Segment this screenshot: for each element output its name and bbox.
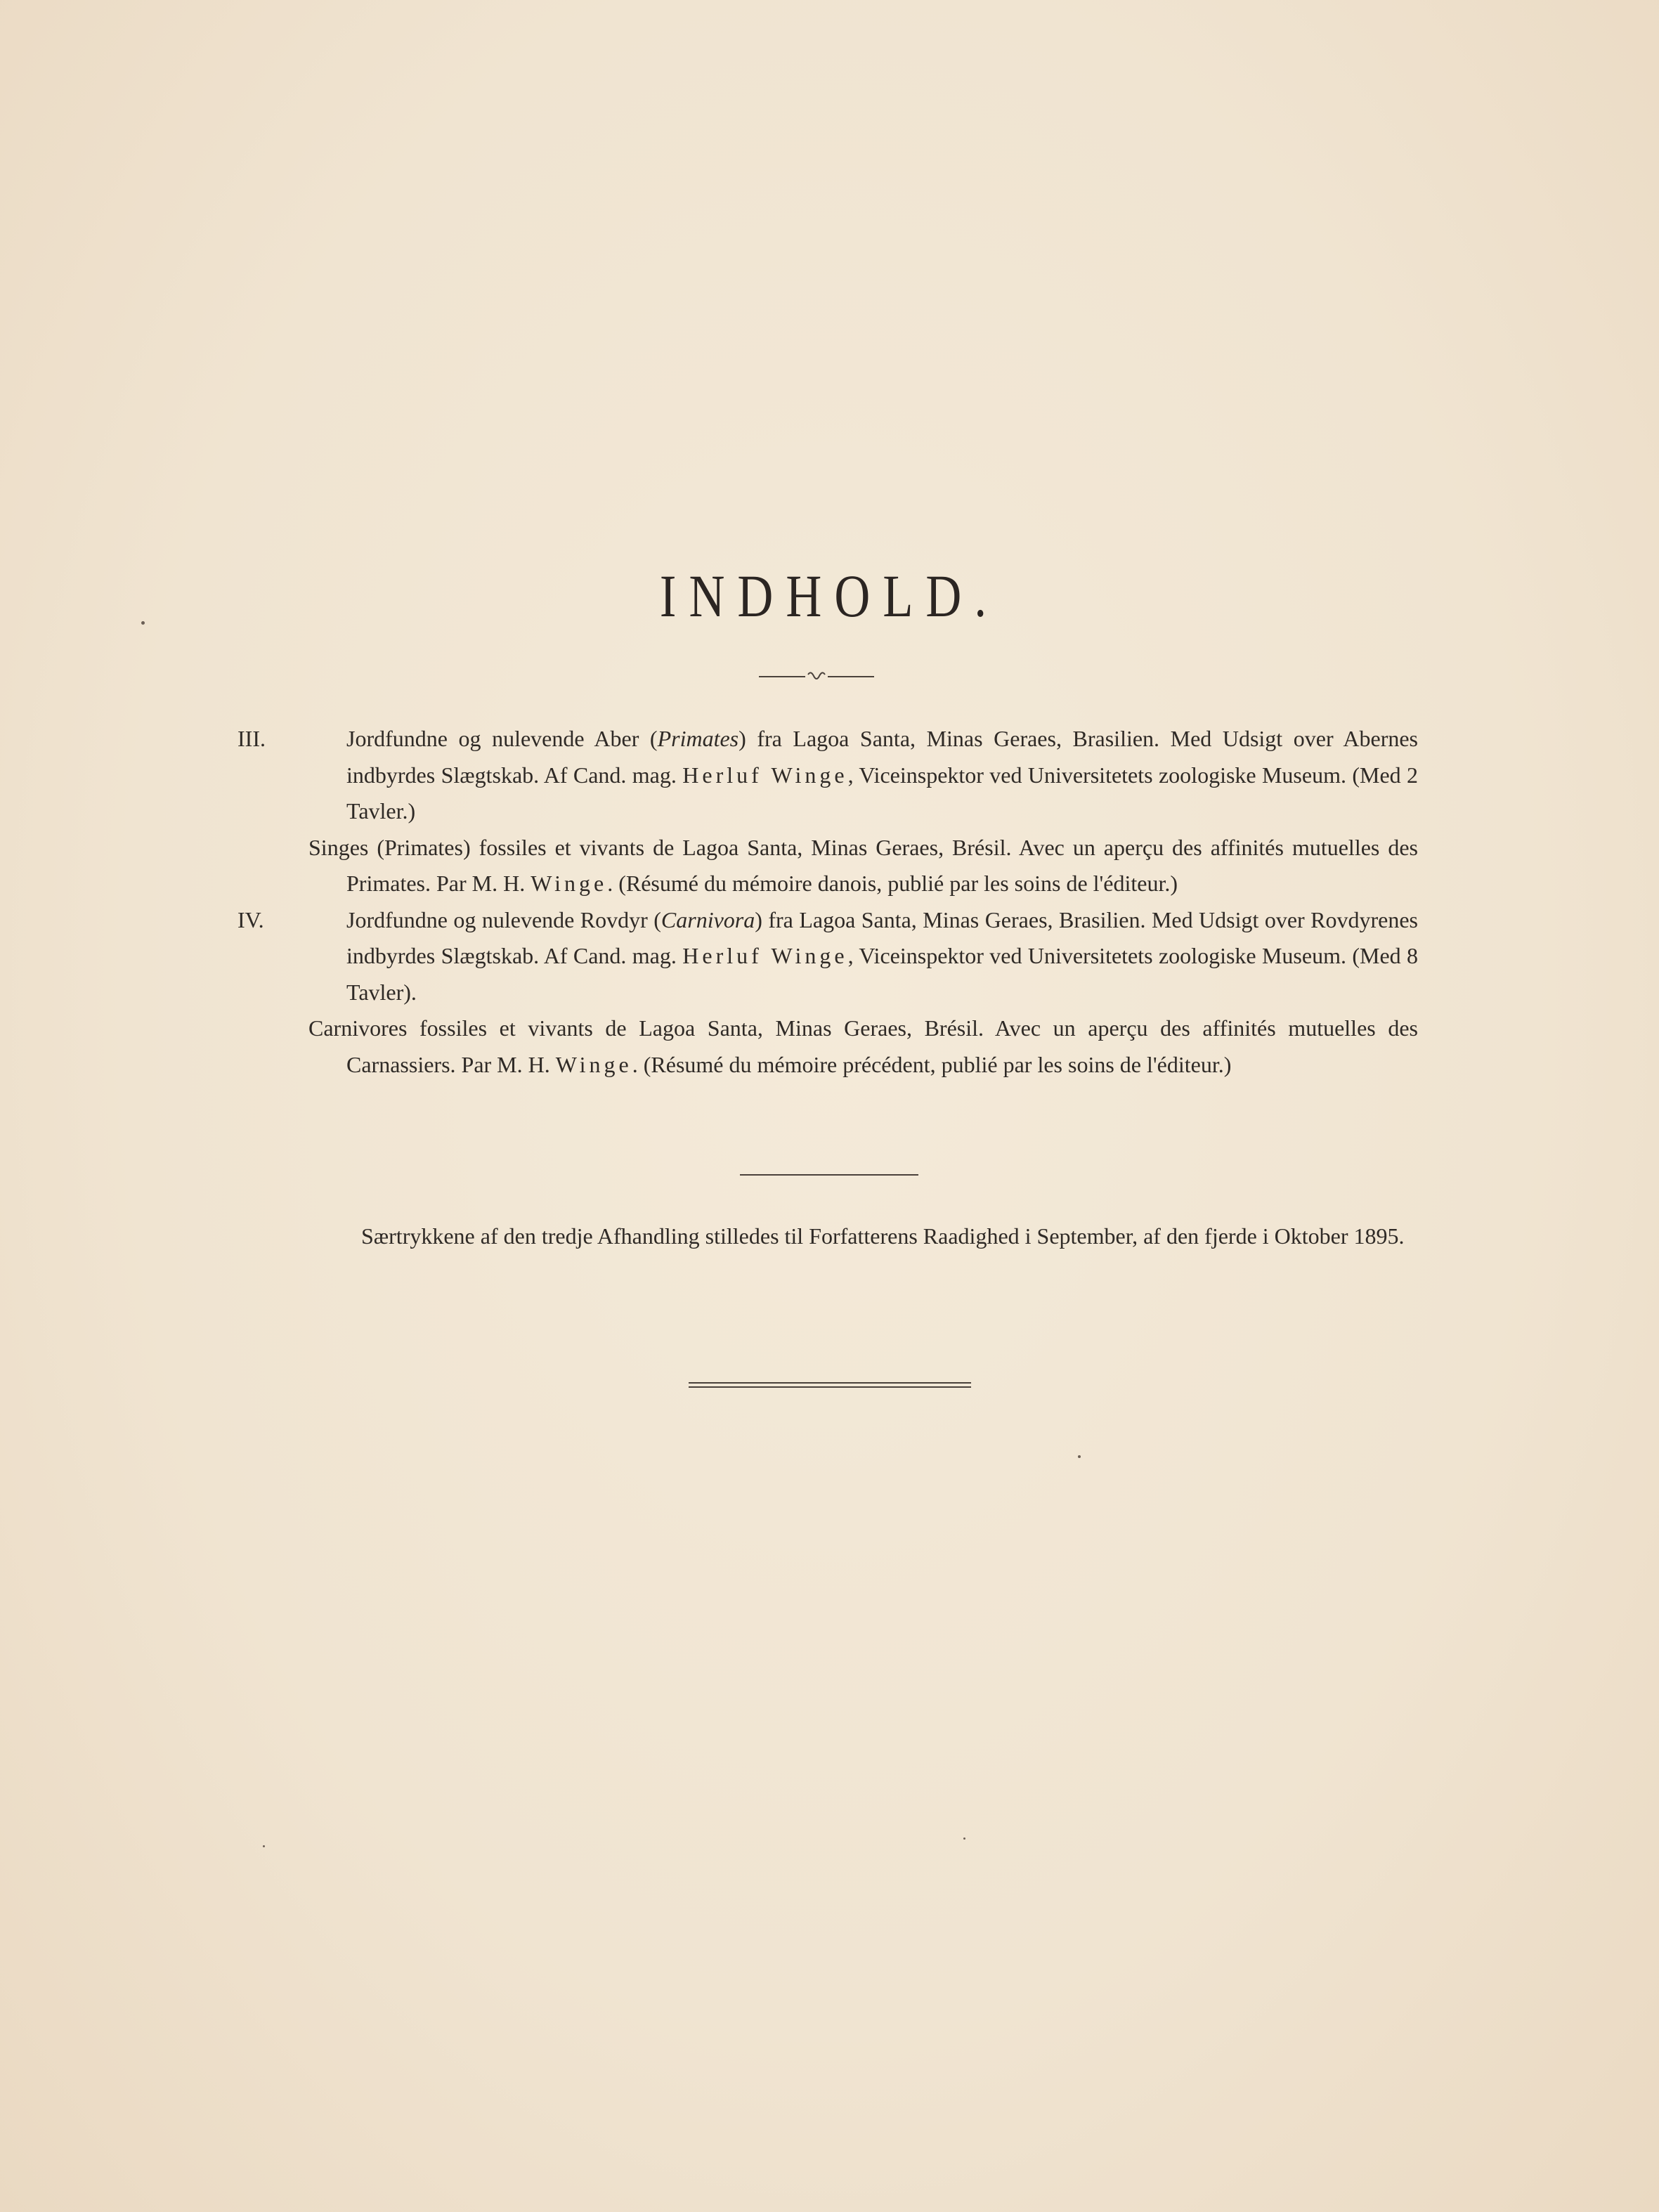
entry-text: Carnivores fossiles et vivants de Lagoa Santa, Minas Geraes, Brésil. Avec un aperçu des affinités mutuelles des Carnassiers. Par M. H.: [308, 1015, 1418, 1077]
contents-list: [238, 721, 1418, 1083]
entry-italic-term: Primates: [657, 726, 739, 751]
contents-entry-iii: [238, 721, 1418, 902]
entry-text: Jordfundne og nulevende Aber (: [346, 726, 658, 751]
entry-text: . (Résumé du mémoire précédent, publié par les soins de l'éditeur.): [632, 1051, 1232, 1077]
entry-number: IV.: [238, 906, 264, 932]
entry-text: , Viceinspektor ved Universitetets zoologiske Museum. (Med 2 Tavler.): [346, 762, 1419, 824]
paper-speck: [141, 621, 145, 625]
entry-text: Jordfundne og nulevende Rovdyr (: [346, 906, 661, 932]
entry-author: Herluf Winge: [682, 943, 848, 968]
contents-entry-iv: [238, 902, 1418, 1084]
title-ornament: [759, 666, 874, 687]
section-divider: [740, 1174, 918, 1176]
paper-speck: [1078, 1455, 1081, 1458]
entry-author: Herluf Winge: [682, 762, 848, 788]
entry-text: ) fra Lagoa Santa, Minas Geraes, Brasilien. Med Udsigt over Rovdyrenes indbyrdes Slægtskab. Af Cand. mag.: [346, 906, 1418, 968]
offprint-note: Særtrykkene af den tredje Afhandling stilledes til Forfatterens Raadighed i September, af den fjerde i Oktober 1895.: [361, 1223, 1405, 1249]
end-double-rule: [689, 1382, 971, 1388]
entry-french-title: [308, 830, 1418, 902]
entry-number: III.: [238, 726, 266, 751]
page-title: INDHOLD.: [659, 562, 1000, 630]
entry-danish-title: [346, 721, 1418, 830]
entry-author: Winge: [531, 871, 608, 896]
entry-author: Winge: [555, 1051, 632, 1077]
entry-text: , Viceinspektor ved Universitetets zoologiske Museum. (Med 8 Tavler).: [346, 943, 1419, 1005]
entry-french-title: [308, 1010, 1418, 1083]
entry-italic-term: Carnivora: [661, 906, 755, 932]
entry-text: Singes (Primates) fossiles et vivants de Lagoa Santa, Minas Geraes, Brésil. Avec un aperçu des affinités mutuelles des Primates. Par M. H.: [308, 834, 1418, 896]
paper-speck: [263, 1845, 265, 1847]
entry-danish-title: [346, 902, 1418, 1011]
entry-text: . (Résumé du mémoire danois, publié par les soins de l'éditeur.): [607, 871, 1178, 896]
entry-text: ) fra Lagoa Santa, Minas Geraes, Brasilien. Med Udsigt over Abernes indbyrdes Slægtskab. Af Cand. mag.: [346, 726, 1419, 788]
paper-speck: [963, 1837, 965, 1840]
